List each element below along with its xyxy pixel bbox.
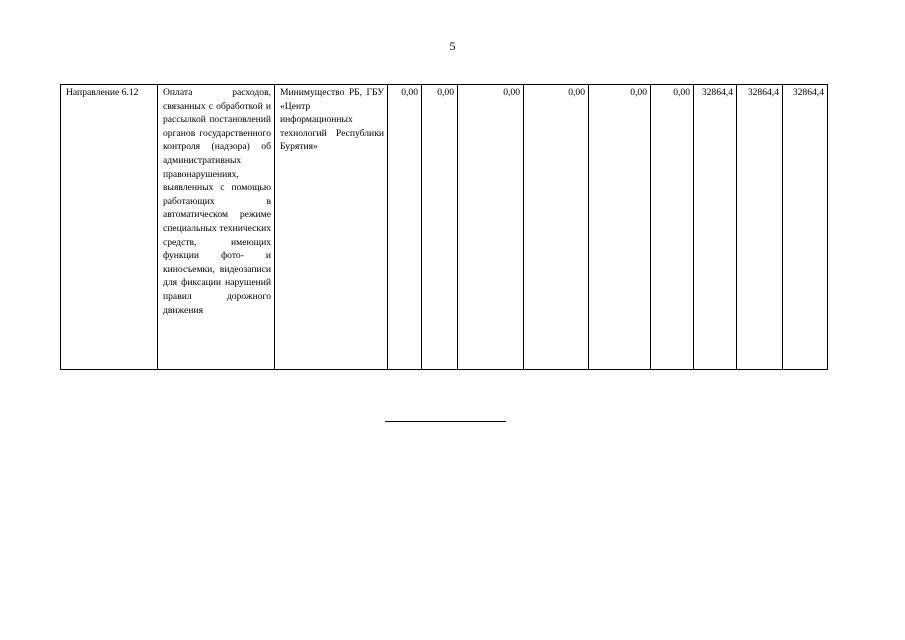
value-cell: 0,00 (388, 85, 422, 370)
value-cell: 32864,4 (694, 85, 737, 370)
page-number: 5 (449, 39, 456, 53)
description-cell: Оплата расходов, связанных с обработкой и рассылкой постановлений органов государственного контроля (надзора) об административных правонарушениях, выявленных с помощью работающих в автоматическом режиме специальных технических средств, имеющих функции фото- и киносъемки, видеозаписи для фиксации нарушений правил дорожного движения (158, 85, 275, 370)
budget-table (60, 84, 828, 370)
value-cell: 32864,4 (783, 85, 828, 370)
value-cell: 0,00 (422, 85, 458, 370)
value-cell: 0,00 (524, 85, 589, 370)
value-cell: 0,00 (589, 85, 651, 370)
table-row (61, 85, 828, 370)
value-cell: 0,00 (651, 85, 694, 370)
executor-cell: Минимущество РБ, ГБУ «Центр информационных технологий Республики Бурятия» (275, 85, 388, 370)
value-cell: 0,00 (458, 85, 524, 370)
end-of-document-rule (385, 421, 506, 422)
direction-cell: Направление 6.12 (61, 85, 158, 370)
value-cell: 32864,4 (737, 85, 783, 370)
